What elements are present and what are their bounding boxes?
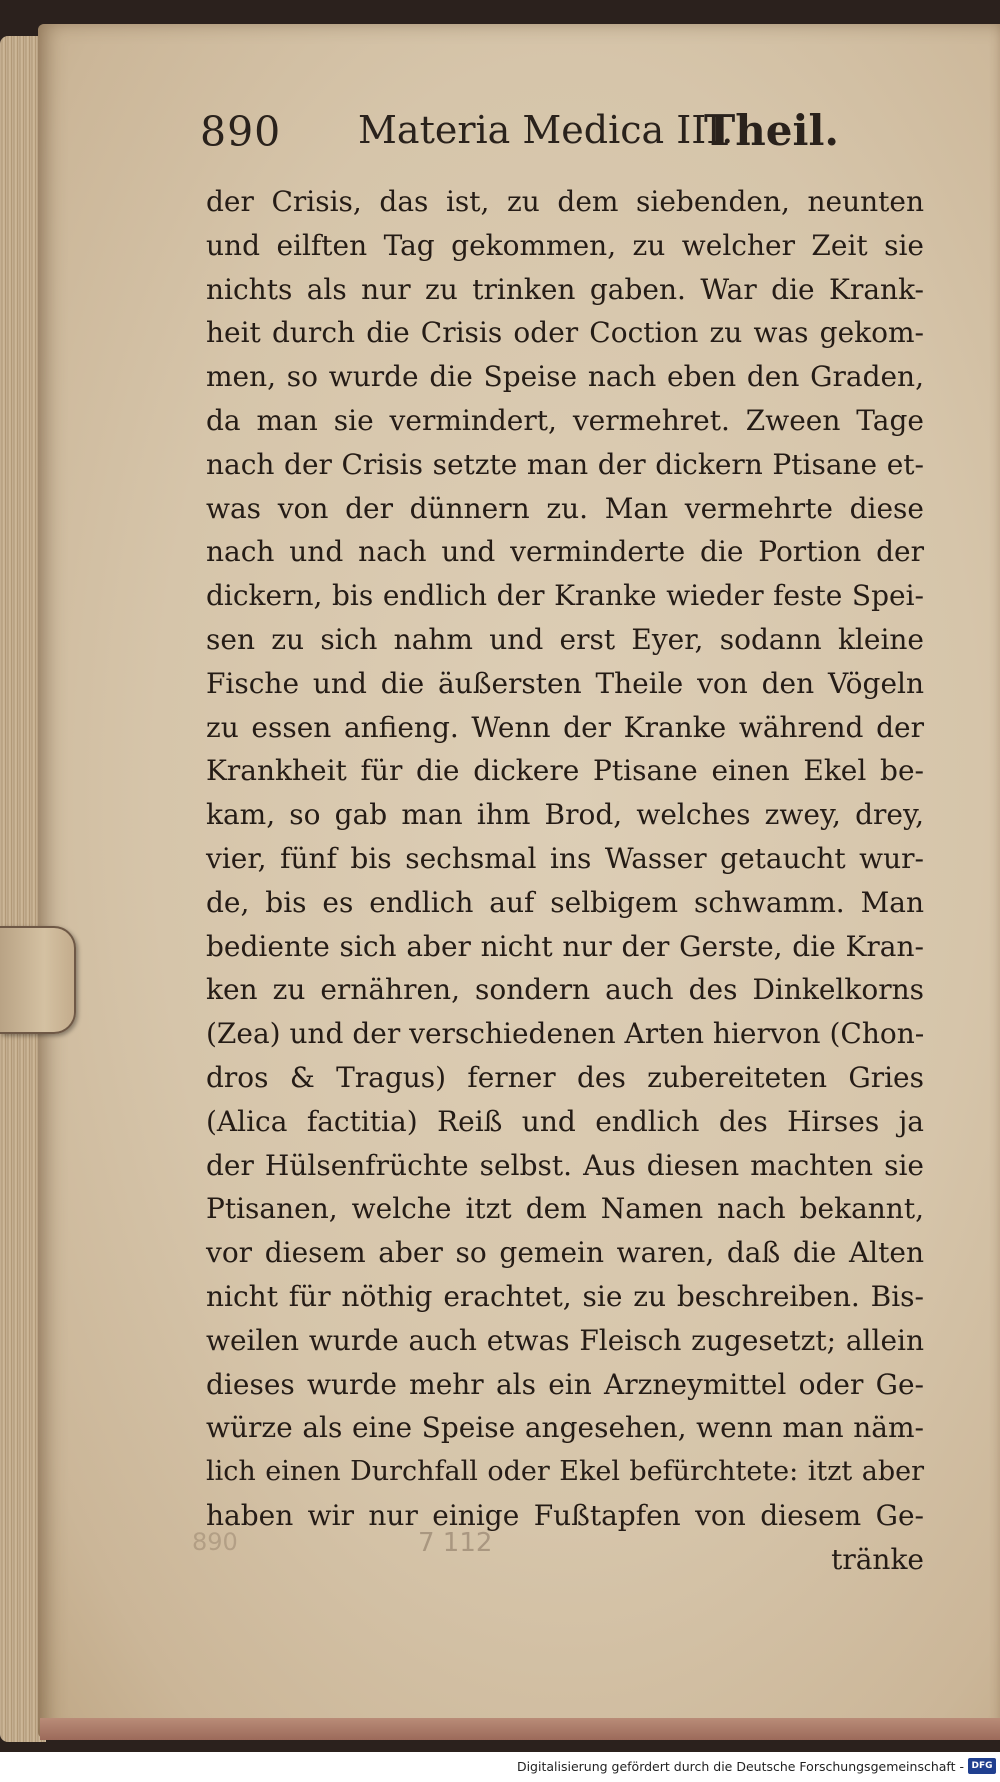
- running-head: Materia Medica III.: [358, 108, 734, 152]
- page-clip: [0, 926, 76, 1034]
- text-line: bediente sich aber nicht nur der Gerste, die Kran-: [206, 929, 924, 963]
- text-line: Fische und die äußersten Theile von den Vögeln: [206, 666, 924, 700]
- text-line: (Zea) und der verschiedenen Arten hiervon (Chon-: [206, 1017, 925, 1051]
- text-line: kam, so gab man ihm Brod, welches zwey, drey,: [206, 798, 924, 832]
- text-line: der Crisis, das ist, zu dem siebenden, neunten: [206, 185, 924, 218]
- text-line: dickern, bis endlich der Kranke wieder feste Spei-: [206, 579, 924, 613]
- text-line: men, so wurde die Speise nach eben den Graden,: [206, 360, 924, 394]
- text-line: nach der Crisis setzte man der dickern Ptisane et-: [206, 447, 924, 481]
- text-line: würze als eine Speise angesehen, wenn man näm-: [206, 1411, 924, 1445]
- text-line: de, bis es endlich auf selbigem schwamm. Man: [206, 885, 924, 919]
- page-bottom-edge: [40, 1718, 1000, 1740]
- text-line: ken zu ernähren, sondern auch des Dinkelkorns: [206, 973, 924, 1007]
- page-number: 890: [200, 108, 282, 156]
- dfg-logo: DFG: [968, 1758, 996, 1774]
- text-line: haben wir nur einige Fußtapfen von diesem Ge-: [206, 1498, 924, 1532]
- page-header: [200, 108, 850, 168]
- text-line: Ptisanen, welche itzt dem Namen nach bekannt,: [206, 1192, 924, 1226]
- text-line: nichts als nur zu trinken gaben. War die Krank-: [206, 272, 924, 306]
- text-line: und eilften Tag gekommen, zu welcher Zeit sie: [206, 228, 924, 262]
- pencil-mark: 7 112: [418, 1528, 493, 1558]
- text-line: was von der dünnern zu. Man vermehrte diese: [206, 491, 924, 525]
- body-text: [206, 180, 924, 1582]
- text-line: (Alica factitia) Reiß und endlich des Hirses ja: [206, 1104, 924, 1138]
- text-line: tränke: [831, 1542, 924, 1576]
- text-line: vor diesem aber so gemein waren, daß die Alten: [206, 1236, 924, 1270]
- text-line: lich einen Durchfall oder Ekel befürchtete: itzt aber: [206, 1456, 924, 1488]
- text-line: zu essen anfieng. Wenn der Kranke während der: [206, 710, 924, 744]
- running-head-part: Theil.: [704, 106, 840, 155]
- text-line: da man sie vermindert, vermehret. Zween Tage: [206, 403, 924, 437]
- text-line: dros & Tragus) ferner des zubereiteten Gries: [206, 1060, 924, 1094]
- show-through-mark: 890: [192, 1528, 238, 1556]
- footer-credit: Digitalisierung gefördert durch die Deutsche Forschungsgemeinschaft -: [516, 1759, 964, 1774]
- text-line: nicht für nöthig erachtet, sie zu beschreiben. Bis-: [206, 1279, 924, 1313]
- text-line: dieses wurde mehr als ein Arzneymittel oder Ge-: [206, 1367, 924, 1401]
- text-line: nach und nach und verminderte die Portion der: [206, 535, 924, 569]
- text-line: Krankheit für die dickere Ptisane einen Ekel be-: [206, 754, 924, 788]
- text-line: sen zu sich nahm und erst Eyer, sodann kleine: [206, 622, 924, 656]
- text-line: der Hülsenfrüchte selbst. Aus diesen machten sie: [206, 1148, 924, 1182]
- text-line: weilen wurde auch etwas Fleisch zugesetzt; allein: [206, 1323, 924, 1357]
- text-line: heit durch die Crisis oder Coction zu was gekom-: [206, 316, 924, 350]
- footer-bar: [0, 1752, 1000, 1782]
- text-line: vier, fünf bis sechsmal ins Wasser getaucht wur-: [206, 841, 924, 875]
